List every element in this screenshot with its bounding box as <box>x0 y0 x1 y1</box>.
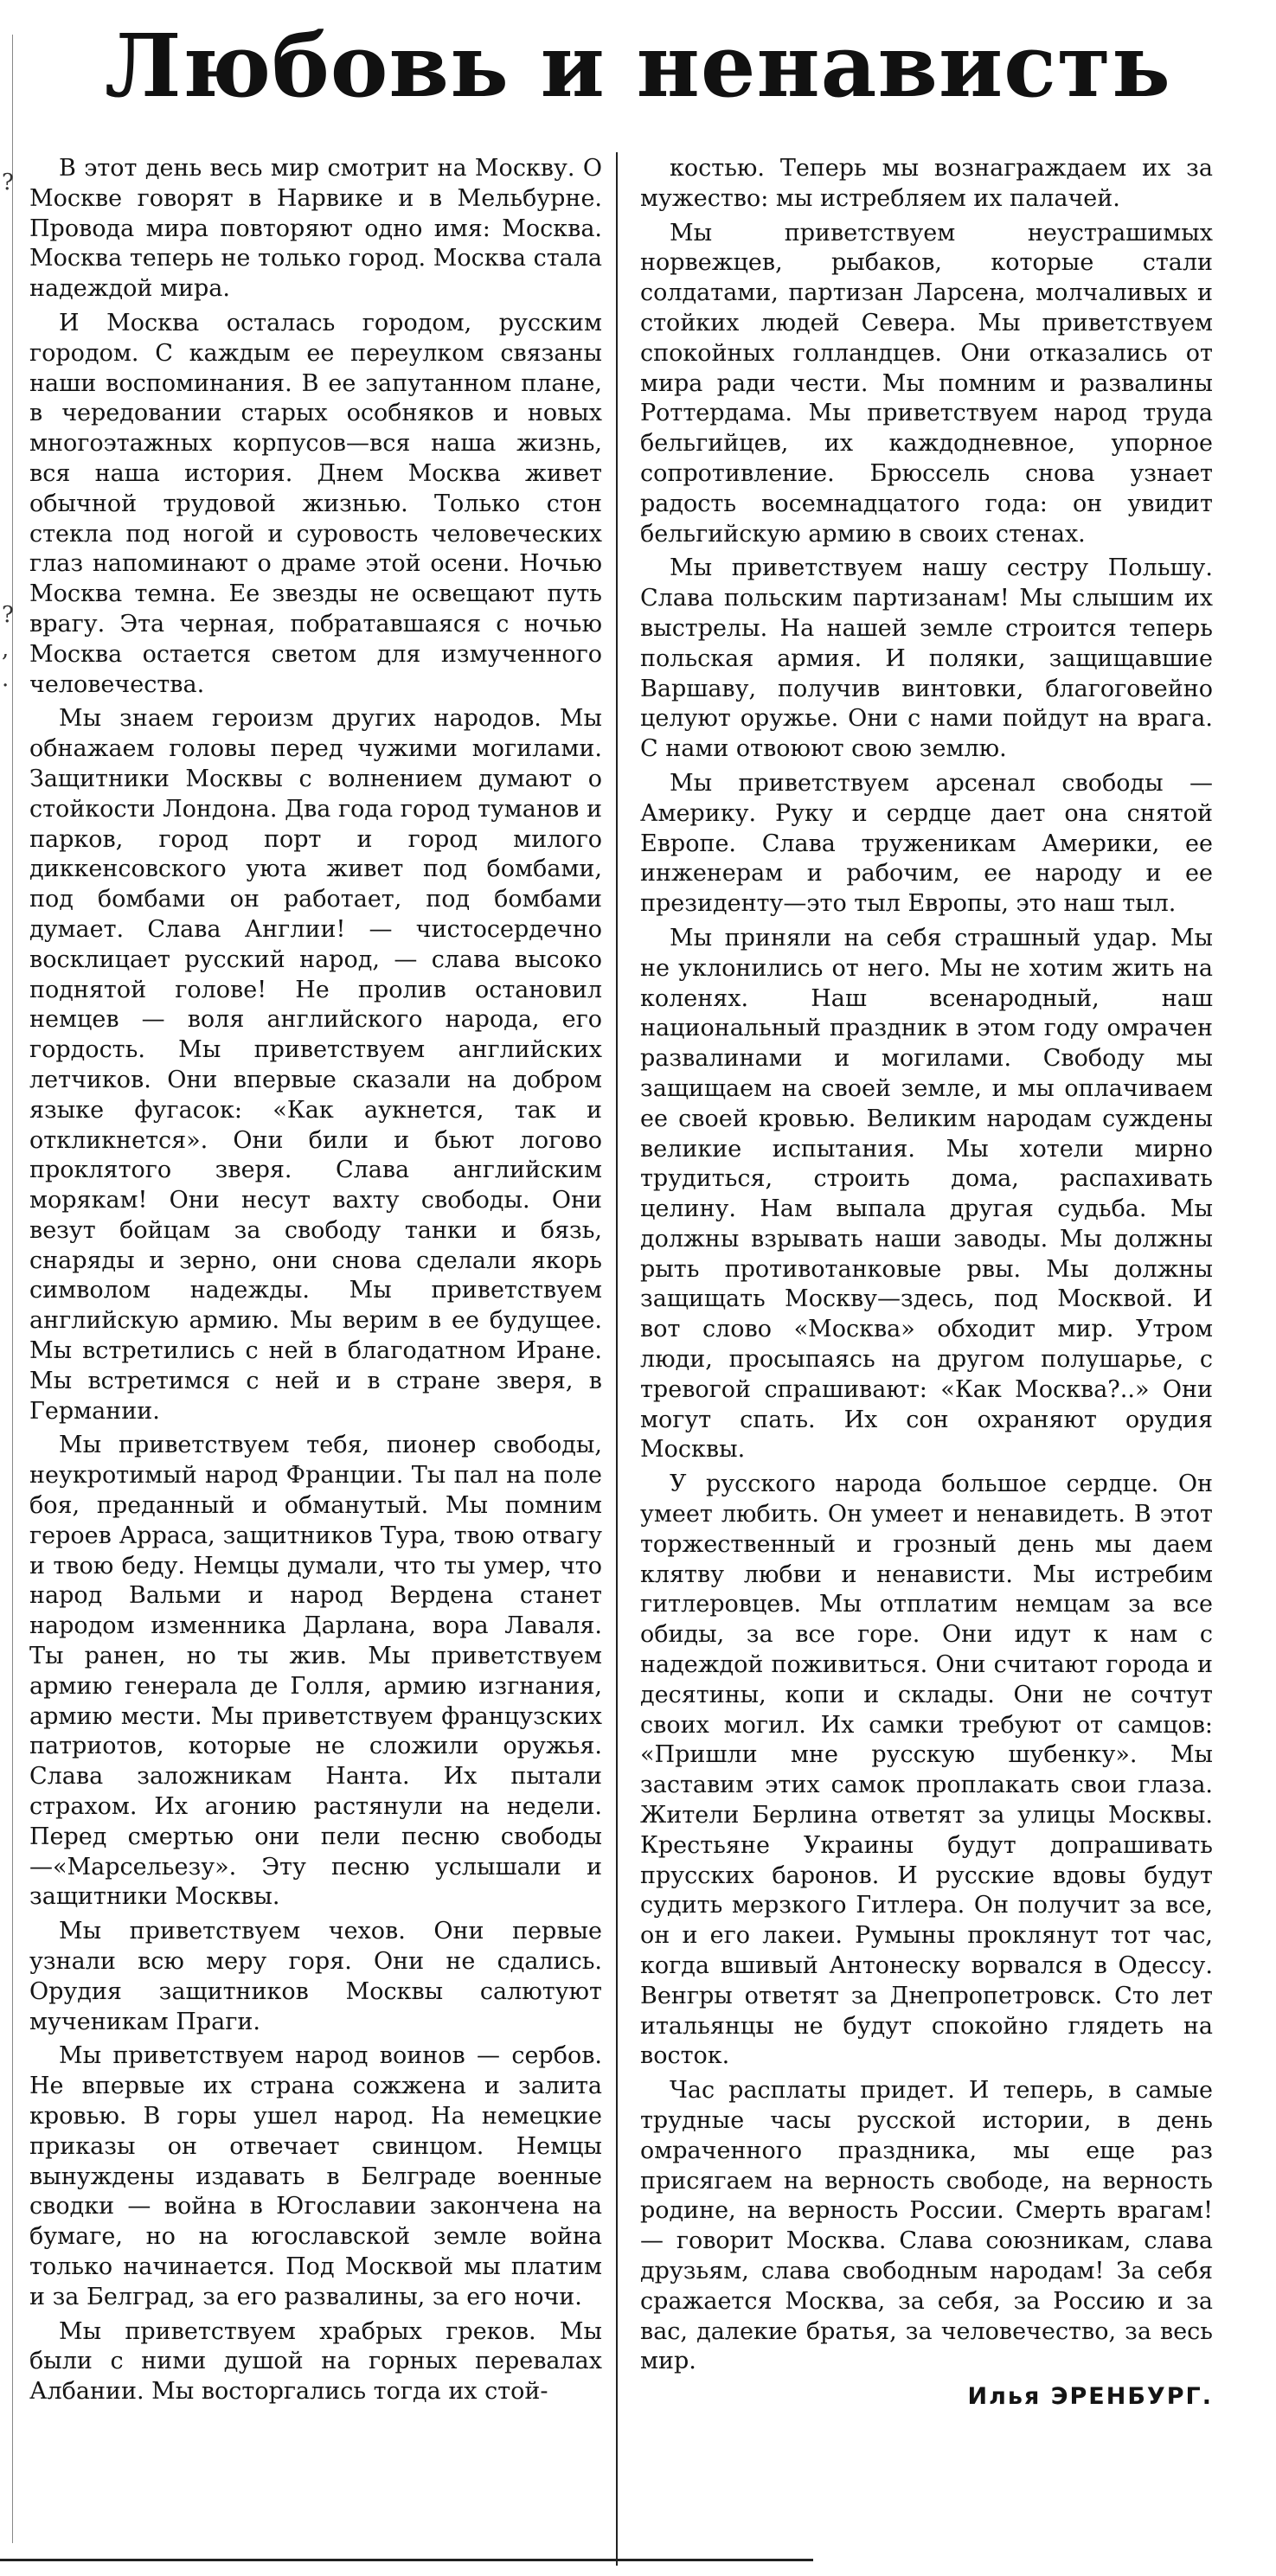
paragraph: Мы приветствуем неустрашимых норвежцев, рыбаков, которые стали солдатами, партизан Ларсена, молчаливых и стойких людей Севера. Мы приветствуем спокойных голландцев. Они отказались от мира ради чести. Мы помним и развалины Роттердама. Мы приветствуем народ труда бельгийцев, их каждодневное, упорное сопротивление. Брюссель снова узнает радость восемнадцатого года: он увидит бельгийскую армию в своих стенах. <box>640 219 1213 548</box>
margin-mark: ? <box>2 170 14 195</box>
article-title: Любовь и ненависть <box>105 15 1171 117</box>
bottom-rule <box>0 2559 813 2561</box>
paragraph: Мы знаем героизм других народов. Мы обнажаем головы перед чужими могилами. Защитники Москвы с волнением думают о стойкости Лондона. Два года город туманов и парков, город порт и город милого диккенсовского уюта живет под бомбами, под бомбами он работает, под бомбами думает. Слава Англии! — чистосердечно восклицает русский народ, — слава высоко поднятой голове! Не пролив остановил немцев — воля английского народа, его гордость. Мы приветствуем английских летчиков. Они впервые сказали на добром языке фугасок: «Как аукнется, так и откликнется». Они били и бьют логово проклятого зверя. Слава английским морякам! Они несут вахту свободы. Они везут бойцам за свободу танки и бязь, снаряды и зерно, они снова сделали якорь символом надежды. Мы приветствуем английскую армию. Мы верим в ее будущее. Мы встретились с ней в благодатном Иране. Мы встретимся с ней и в стране зверя, в Германии. <box>29 705 602 1425</box>
margin-mark: ? <box>2 602 14 628</box>
right-column <box>640 154 1213 2567</box>
paragraph: Мы приветствуем храбрых греков. Мы были с ними душой на горных перевалах Албании. Мы восторгались тогда их стой- <box>29 2317 602 2406</box>
author-signature: Илья ЭРЕНБУРГ. <box>967 2383 1213 2411</box>
paragraph: Мы приветствуем арсенал свободы — Америку. Руку и сердце дает она снятой Европе. Слава труженикам Америки, ее инженерам и рабочим, ее народу и ее президенту—это тыл Европы, это наш тыл. <box>640 769 1213 918</box>
paragraph: И Москва осталась городом, русским городом. С каждым ее переулком связаны наши воспоминания. В ее запутанном плане, в чередовании старых особняков и новых многоэтажных корпусов—вся наша жизнь, вся наша история. Днем Москва живет обычной трудовой жизнью. Только стон стекла под ногой и суровость человеческих глаз напоминают о драме этой осени. Ночью Москва темна. Ее звезды не освещают путь врагу. Эта черная, побратавшаяся с ночью Москва остается светом для измученного человечества. <box>29 309 602 698</box>
paragraph: Мы приветствуем тебя, пионер свободы, неукротимый народ Франции. Ты пал на поле боя, преданный и обманутый. Мы помним героев Арраса, защитников Тура, твою отвагу и твою беду. Немцы думали, что ты умер, что народ Вальми и народ Вердена станет народом изменника Дарлана, вора Лаваля. Ты ранен, но ты жив. Мы приветствуем армию генерала де Голля, армию изгнания, армию мести. Мы приветствуем французских патриотов, которые не сложили оружья. Слава заложникам Нанта. Их пытали страхом. Их агонию растянули на недели. Перед смертью они пели песню свободы—«Марсельезу». Эту песню услышали и защитники Москвы. <box>29 1432 602 1911</box>
left-column <box>29 154 602 2567</box>
margin-mark: . <box>2 666 10 692</box>
paragraph: Мы приветствуем нашу сестру Польшу. Слава польским партизанам! Мы слышим их выстрелы. На нашей земле строится теперь польская армия. И поляки, защищавшие Варшаву, получив винтовки, благоговейно целуют оружье. Они с нами пойдут на врага. С нами отвоюют свою землю. <box>640 554 1213 763</box>
paragraph: В этот день весь мир смотрит на Москву. О Москве говорят в Нарвике и в Мельбурне. Провода мира повторяют одно имя: Москва. Москва теперь не только город. Москва стала надеждой мира. <box>29 155 602 303</box>
paragraph: Час расплаты придет. И теперь, в самые трудные часы русской истории, в день омраченного праздника, мы еще раз присягаем на верность свободе, на верность родине, на верность России. Смерть врагам! — говорит Москва. Слава союзникам, слава друзьям, слава свободным народам! За себя сражается Москва, за себя, за Россию и за вас, далекие братья, за человечество, за весь мир. <box>640 2077 1213 2375</box>
column-divider <box>616 152 618 2566</box>
paragraph: костью. Теперь мы вознаграждаем их за мужество: мы истребляем их палачей. <box>640 155 1213 212</box>
paragraph: Мы приветствуем народ воинов — сербов. Не впервые их страна сожжена и залита кровью. В горы ушел народ. На немецкие приказы он отвечает свинцом. Немцы вынуждены издавать в Белграде военные сводки — война в Югославии закончена на бумаге, но на югославской земле война только начинается. Под Москвой мы платим и за Белград, за его развалины, за его ночи. <box>29 2042 602 2310</box>
paragraph: У русского народа большое сердце. Он умеет любить. Он умеет и ненавидеть. В этот торжественный и грозный день мы даем клятву любви и ненависти. Мы истребим гитлеровцев. Мы отплатим немцам за все обиды, за все горе. Они идут к нам с надеждой поживиться. Они считают города и десятины, копи и склады. Они не сочтут своих могил. Их самки требуют от самцов: «Пришли мне русскую шубенку». Мы заставим этих самок проплакать свои глаза. Жители Берлина ответят за улицы Москвы. Крестьяне Украины будут допрашивать прусских баронов. И русские вдовы будут судить мерзкого Гитлера. Он получит за все, он и его лакеи. Румыны проклянут тот час, когда вшивый Антонеску ворвался в Одессу. Венгры ответят за Днепропетровск. Сто лет итальянцы не будут спокойно глядеть на восток. <box>640 1471 1213 2070</box>
margin-mark: , <box>2 637 10 663</box>
margin-rule <box>12 35 13 2543</box>
paragraph: Мы приветствуем чехов. Они первые узнали всю меру горя. Они не сдались. Орудия защитников Москвы салютуют мученикам Праги. <box>29 1918 602 2035</box>
paragraph: Мы приняли на себя страшный удар. Мы не уклонились от него. Мы не хотим жить на коленях. Наш всенародный, наш национальный праздник в этом году омрачен развалинами и могилами. Свободу мы защищаем на своей земле, и мы оплачиваем ее своей кровью. Великим народам суждены великие испытания. Мы хотели мирно трудиться, строить дома, распахивать целину. Нам выпала другая судьба. Мы должны взрывать наши заводы. Мы должны рыть противотанковые рвы. Мы должны защищать Москву—здесь, под Москвой. И вот слово «Москва» обходит мир. Утром люди, просыпаясь на другом полушарье, с тревогой спрашивают: «Как Москва?..» Они могут спать. Их сон охраняют орудия Москвы. <box>640 924 1213 1464</box>
